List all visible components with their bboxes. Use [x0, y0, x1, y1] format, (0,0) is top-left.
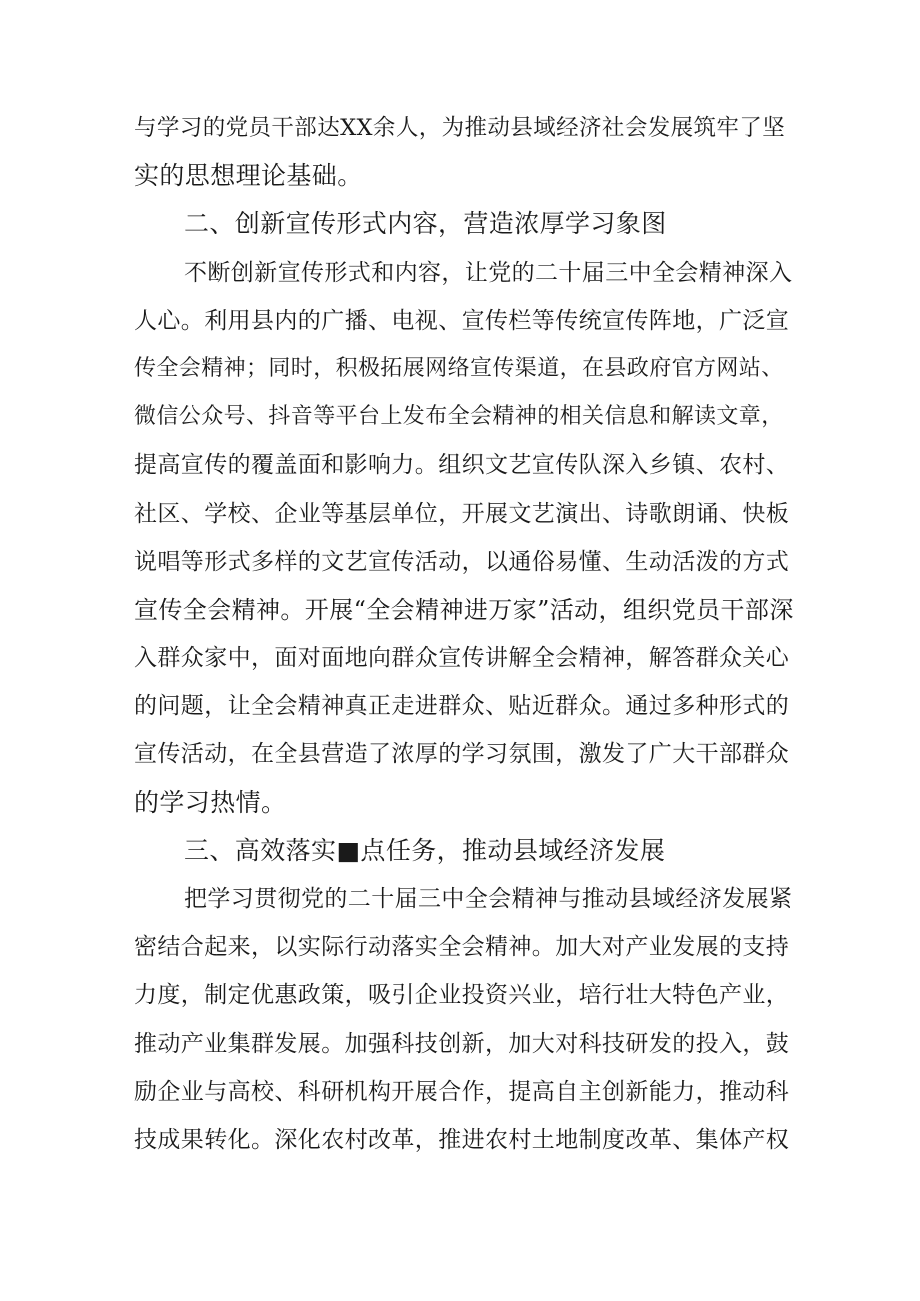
document-body: [134, 104, 794, 1164]
paragraph-line: 传全会精神；同时，积极拓展网络宣传渠道，在县政府官方网站、: [134, 355, 784, 381]
section-heading-3: 三、高效落实■点任务，推动县域经济发展: [184, 835, 666, 865]
section-heading-2: 二、创新宣传形式内容，营造浓厚学习象图: [184, 209, 667, 239]
paragraph-line: 宣传活动，在全县营造了浓厚的学习氛围，激发了广大干部群众: [134, 741, 790, 768]
paragraph-line: 励企业与高校、科研机构开展合作，提高自主创新能力，推动科: [134, 1078, 790, 1105]
paragraph-line: 人心。利用县内的广播、电视、宣传栏等传统宣传阵地，广泛宣: [134, 307, 790, 334]
paragraph-line: 说唱等形式多样的文艺宣传活动，以通俗易懂、生动活泼的方式: [134, 548, 790, 575]
paragraph-line-continuation: 实的思想理论基础。: [134, 161, 363, 191]
paragraph-line: 入群众家中，面对面地向群众宣传讲解全会精神，解答群众关心: [134, 645, 790, 672]
paragraph-line: 推动产业集群发展。加强科技创新，加大对科技研发的投入，鼓: [134, 1030, 790, 1057]
paragraph-line: 的问题，让全会精神真正走进群众、贴近群众。通过多种形式的: [134, 693, 790, 720]
paragraph-first-line: 把学习贯彻党的二十届三中全会精神与推动县域经济发展紧: [184, 886, 793, 912]
paragraph-line: 技成果转化。深化农村改革，推进农村土地制度改革、集体产权: [134, 1126, 790, 1153]
paragraph-line: 社区、学校、企业等基层单位，开展文艺演出、诗歌朗诵、快板: [134, 500, 790, 527]
paragraph-line: 的学习热情。: [134, 787, 287, 817]
paragraph-line: 宣传全会精神。开展“全会精神进万家”活动，组织党员干部深: [134, 595, 794, 624]
paragraph-line: 密结合起来，以实际行动落实全会精神。加大对产业发展的支持: [134, 934, 790, 961]
paragraph-line: 力度，制定优惠政策，吸引企业投资兴业，培行壮大特色产业，: [134, 982, 790, 1009]
paragraph-line: 提高宣传的覆盖面和影响力。组织文艺宣传队深入乡镇、农村、: [134, 452, 790, 479]
paragraph-line: 微信公众号、抖音等平台上发布全会精神的相关信息和解读文章，: [134, 404, 784, 430]
paragraph-line-continuation: 与学习的党员干部达XX余人，为推动县域经济社会发展筑牢了坚: [134, 115, 786, 141]
paragraph-first-line: 不断创新宣传形式和内容，让党的二十届三中全会精神深入: [184, 259, 793, 286]
